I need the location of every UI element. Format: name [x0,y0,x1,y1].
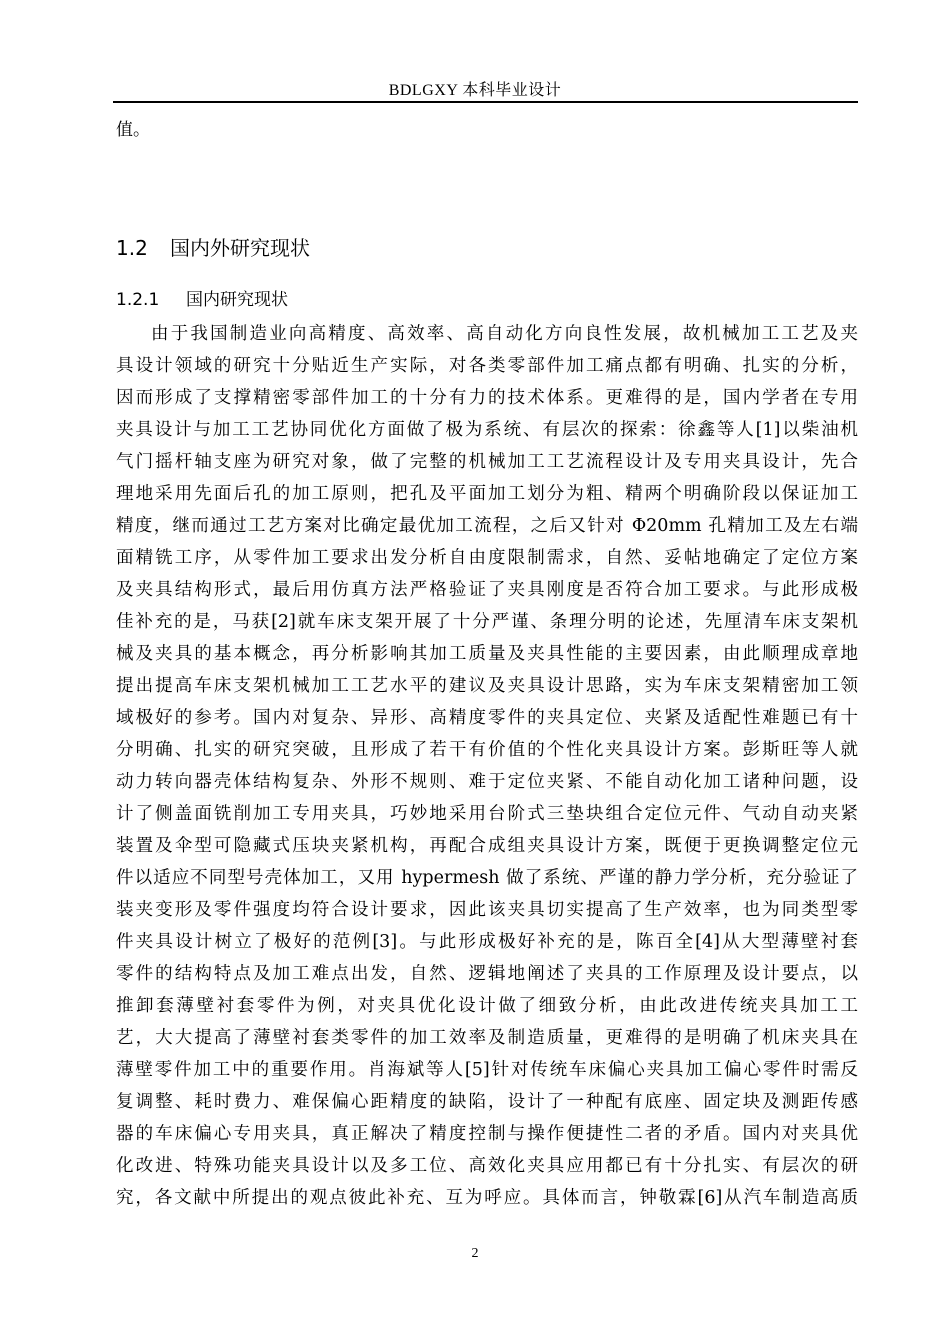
paragraph-line: 件夹具设计树立了极好的范例[3]。与此形成极好补充的是，陈百全[4]从大型薄壁衬套 [116,932,858,952]
paragraph-line: 具设计领域的研究十分贴近生产实际，对各类零部件加工痛点都有明确、扎实的分析， [116,356,858,376]
paragraph-line: 夹具设计与加工工艺协同优化方面做了极为系统、有层次的探索：徐鑫等人[1]以柴油机 [116,420,858,440]
paragraph-line: 精度，继而通过工艺方案对比确定最优加工流程，之后又针对 Φ20mm 孔精加工及左右端 [116,516,858,536]
paragraph-line: 佳补充的是，马获[2]就车床支架开展了十分严谨、条理分明的论述，先厘清车床支架机 [116,612,858,632]
paragraph-line: 计了侧盖面铣削加工专用夹具，巧妙地采用台阶式三垫块组合定位元件、气动自动夹紧 [116,804,858,824]
paragraph-line: 分明确、扎实的研究突破，且形成了若干有价值的个性化夹具设计方案。彭斯旺等人就 [116,740,858,760]
paragraph-line: 动力转向器壳体结构复杂、外形不规则、难于定位夹紧、不能自动化加工诸种问题，设 [116,772,858,792]
paragraph-line: 装夹变形及零件强度均符合设计要求，因此该夹具切实提高了生产效率，也为同类型零 [116,900,858,920]
section-number: 1.2 [116,236,148,260]
paragraph-line: 薄壁零件加工中的重要作用。肖海斌等人[5]针对传统车床偏心夹具加工偏心零件时需反 [116,1060,858,1080]
paragraph-line: 由于我国制造业向高精度、高效率、高自动化方向良性发展，故机械加工工艺及夹 [151,324,858,344]
paragraph-line: 零件的结构特点及加工难点出发，自然、逻辑地阐述了夹具的工作原理及设计要点，以 [116,964,858,984]
paragraph-line: 器的车床偏心专用夹具，真正解决了精度控制与操作便捷性二者的矛盾。国内对夹具优 [116,1124,858,1144]
paragraph-line: 提出提高车床支架机械加工工艺水平的建议及夹具设计思路，实为车床支架精密加工领 [116,676,858,696]
paragraph-line: 及夹具结构形式，最后用仿真方法严格验证了夹具刚度是否符合加工要求。与此形成极 [116,580,858,600]
paragraph-line: 件以适应不同型号壳体加工，又用 hypermesh 做了系统、严谨的静力学分析，充分验证了 [116,868,858,888]
paragraph-line: 域极好的参考。国内对复杂、异形、高精度零件的夹具定位、夹紧及适配性难题已有十 [116,708,858,728]
paragraph-line: 气门摇杆轴支座为研究对象，做了完整的机械加工工艺流程设计及专用夹具设计，先合 [116,452,858,472]
continued-text: 值。 [116,120,150,140]
paragraph-line: 化改进、特殊功能夹具设计以及多工位、高效化夹具应用都已有十分扎实、有层次的研 [116,1156,858,1176]
subsection-title: 国内研究现状 [186,290,288,310]
paragraph-line: 究，各文献中所提出的观点彼此补充、互为呼应。具体而言，钟敬霖[6]从汽车制造高质 [116,1188,858,1208]
subsection-number: 1.2.1 [116,290,160,310]
paragraph-line: 复调整、耗时费力、难保偏心距精度的缺陷，设计了一种配有底座、固定块及测距传感 [116,1092,858,1112]
page-number: 2 [471,1246,479,1261]
paragraph-line: 艺，大大提高了薄壁衬套类零件的加工效率及制造质量，更难得的是明确了机床夹具在 [116,1028,858,1048]
section-heading [116,232,310,261]
header-rule [113,101,858,103]
paragraph-line: 械及夹具的基本概念，再分析影响其加工质量及夹具性能的主要因素，由此顺理成章地 [116,644,858,664]
paragraph-line: 推卸套薄壁衬套零件为例，对夹具优化设计做了细致分析，由此改进传统夹具加工工 [116,996,858,1016]
paragraph-line: 装置及伞型可隐藏式压块夹紧机构，再配合成组夹具设计方案，既便于更换调整定位元 [116,836,858,856]
section-title: 国内外研究现状 [170,236,310,260]
paragraph-line: 理地采用先面后孔的加工原则，把孔及平面加工划分为粗、精两个明确阶段以保证加工 [116,484,858,504]
running-header: BDLGXY 本科毕业设计 [388,82,562,99]
paragraph-line: 因而形成了支撑精密零部件加工的十分有力的技术体系。更难得的是，国内学者在专用 [116,388,858,408]
paragraph-line: 面精铣工序，从零件加工要求出发分析自由度限制需求，自然、妥帖地确定了定位方案 [116,548,858,568]
subsection-heading [116,285,288,310]
body-paragraph [116,318,858,1214]
